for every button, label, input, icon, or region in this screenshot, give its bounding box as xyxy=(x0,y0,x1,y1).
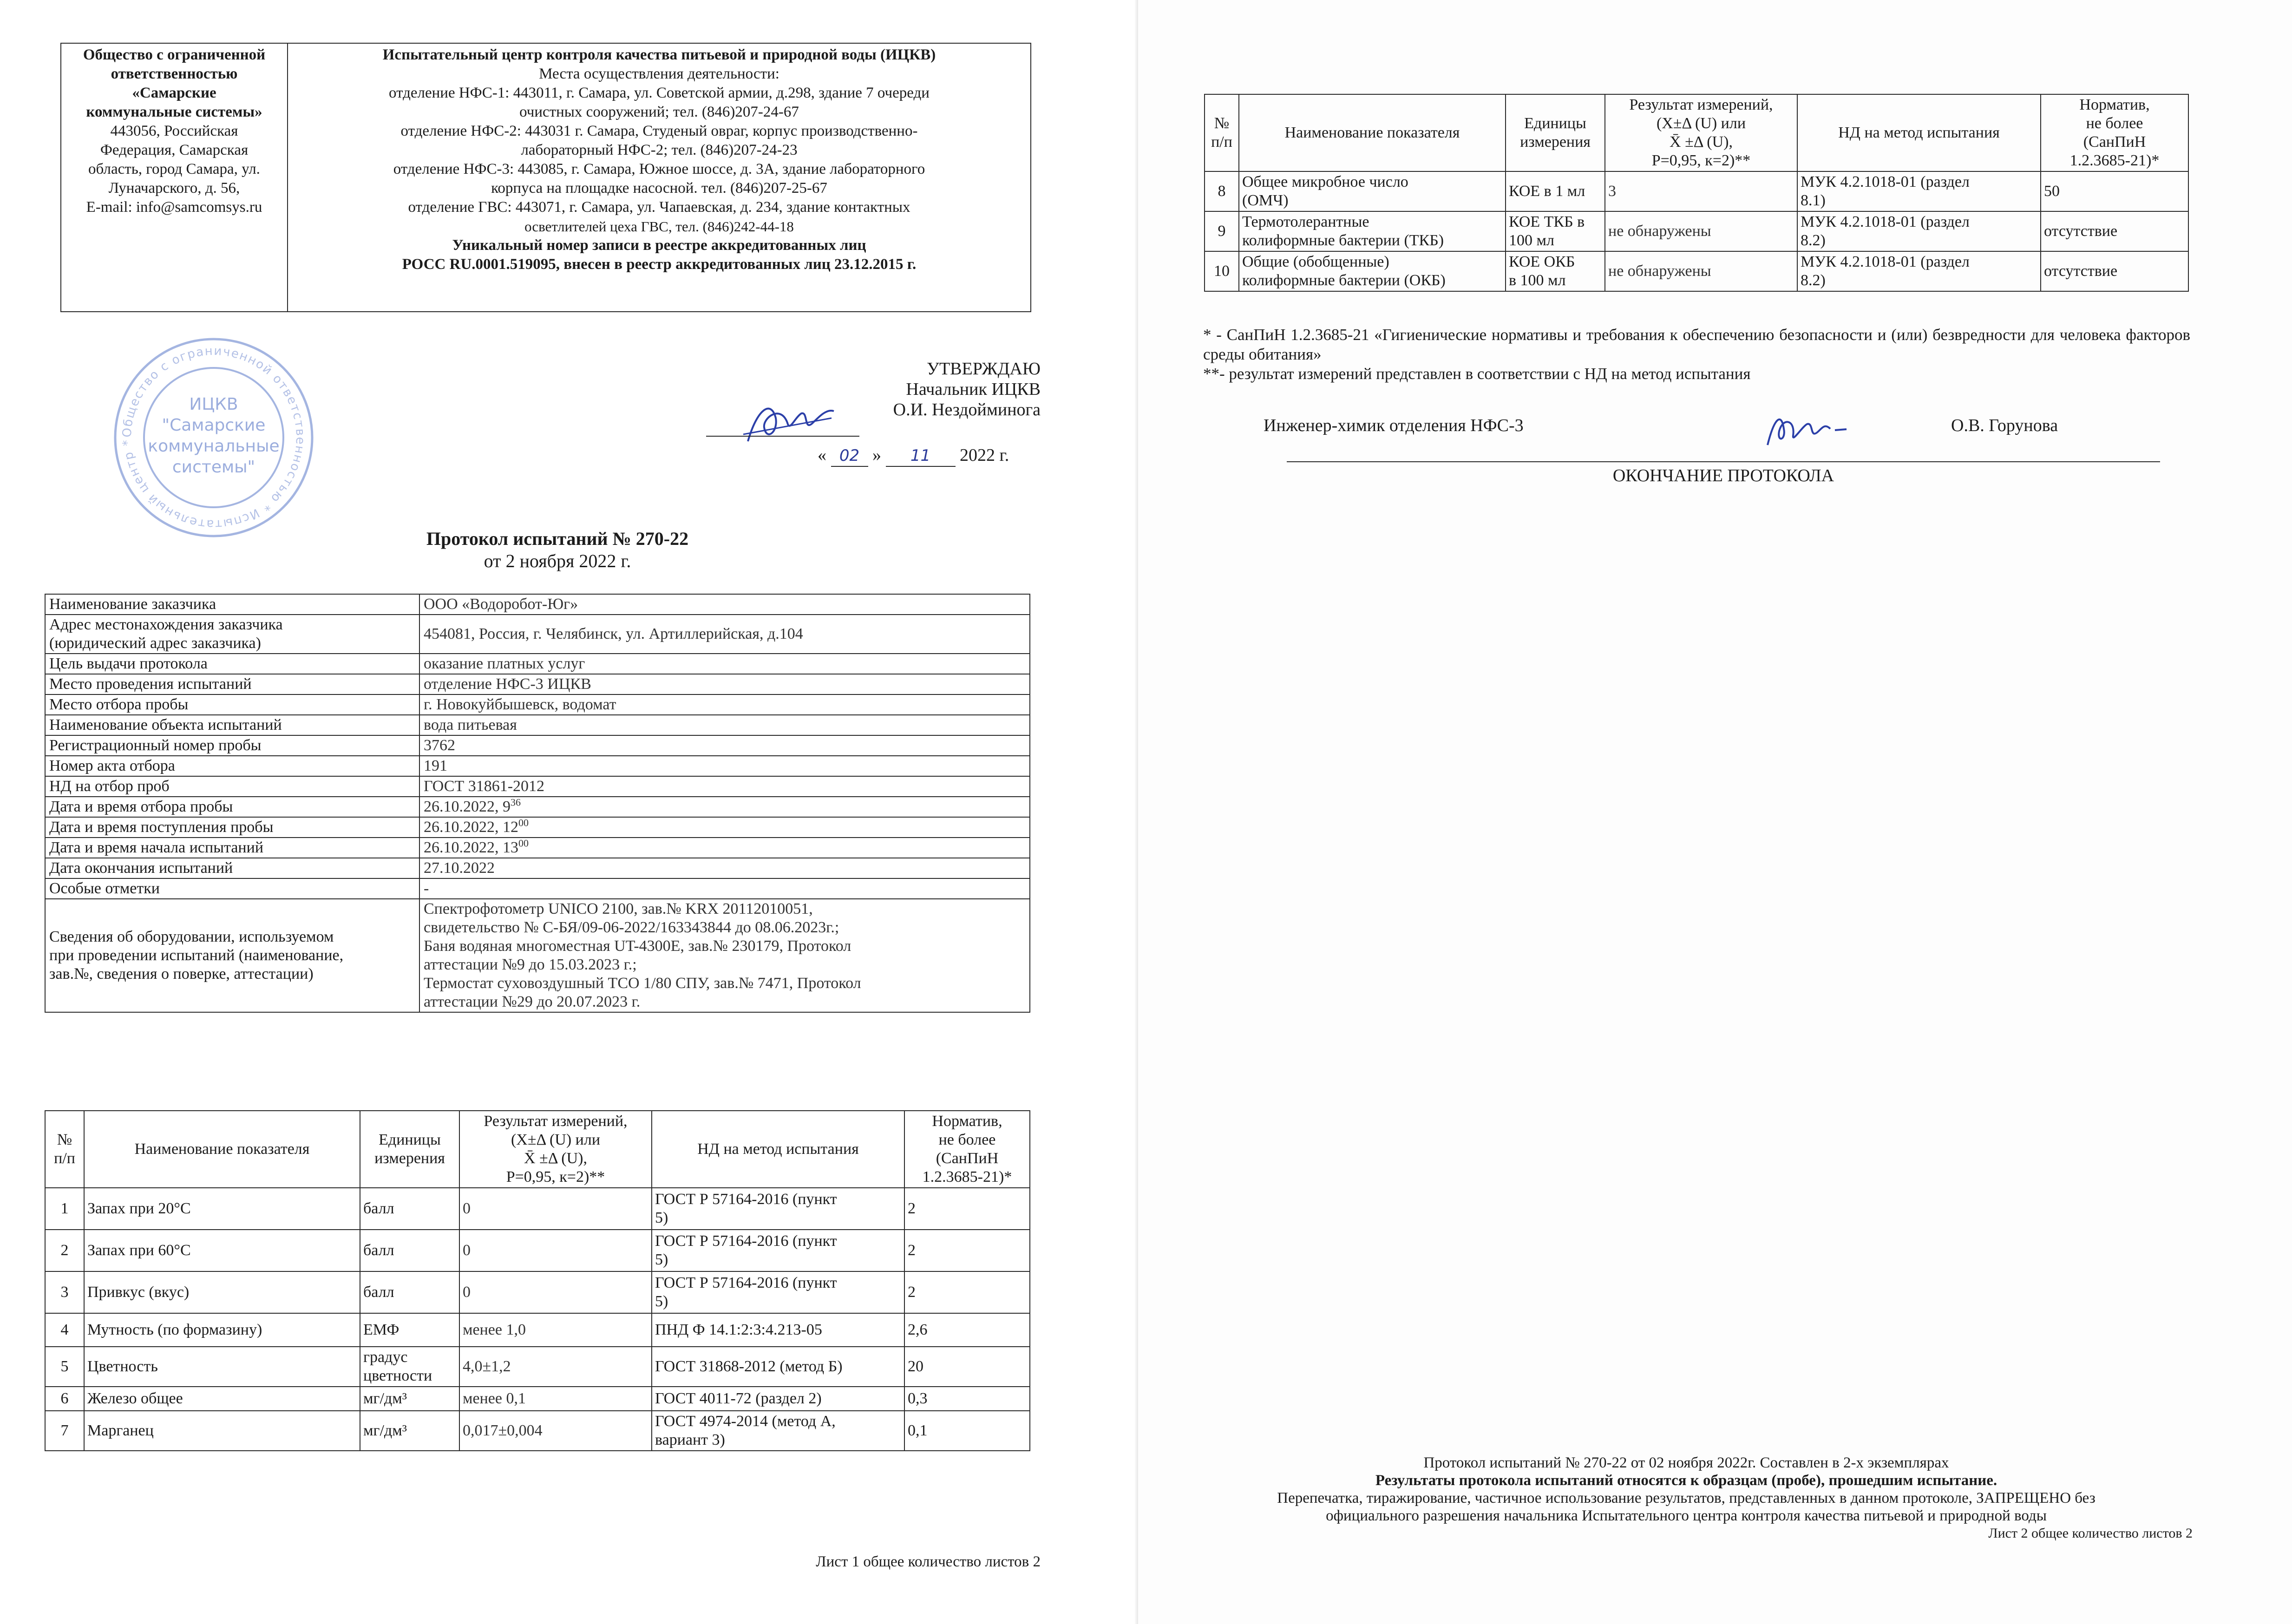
result-method: ГОСТ Р 57164-2016 (пункт 5) xyxy=(652,1188,904,1230)
result-norm: 20 xyxy=(904,1347,1030,1387)
branch-line: отделение НФС-1: 443011, г. Самара, ул. Советской армии, д.298, здание 7 очереди xyxy=(389,85,930,101)
org-address-line: 443056, Российская xyxy=(110,123,238,139)
result-value: 0 xyxy=(459,1230,652,1271)
org-name-line: коммунальные системы» xyxy=(86,104,262,120)
stamp-text: коммунальные xyxy=(148,437,280,456)
organization-stamp xyxy=(111,335,316,540)
result-method: ГОСТ Р 57164-2016 (пункт 5) xyxy=(652,1230,904,1271)
info-value-minutes: 00 xyxy=(518,817,529,829)
info-value-text: 26.10.2022, 12 xyxy=(424,819,518,836)
info-value-text: оказание платных услуг xyxy=(424,655,585,672)
protocol-end: ОКОНЧАНИЕ ПРОТОКОЛА xyxy=(1612,466,1834,485)
result-value: 4,0±1,2 xyxy=(459,1347,652,1387)
info-value-text: 454081, Россия, г. Челябинск, ул. Артиллерийская, д.104 xyxy=(424,625,803,642)
result-value: не обнаружены xyxy=(1605,251,1797,291)
result-value: не обнаружены xyxy=(1605,211,1797,251)
info-row xyxy=(45,878,1030,899)
result-row xyxy=(45,1387,1030,1411)
col-unit: Единицы измерения xyxy=(1506,94,1605,171)
page-2 xyxy=(1138,0,2292,1624)
info-value xyxy=(419,654,1030,674)
branch-line: очистных сооружений; тел. (846)207-24-67 xyxy=(519,104,799,120)
results-header-row xyxy=(1205,94,2188,171)
info-value-text: ГОСТ 31861-2012 xyxy=(424,778,545,795)
result-norm: 2 xyxy=(904,1188,1030,1230)
col-method: НД на метод испытания xyxy=(1797,94,2041,171)
footer-copyright-line: Перепечатка, тиражирование, частичное использование результатов, представленных в данном протоколе, ЗАПРЕЩЕНО без xyxy=(1277,1490,2096,1506)
result-method: МУК 4.2.1018-01 (раздел 8.2) xyxy=(1797,251,2041,291)
info-row xyxy=(45,654,1030,674)
info-value xyxy=(419,674,1030,694)
info-value xyxy=(419,615,1030,654)
result-value: 0 xyxy=(459,1188,652,1230)
result-row xyxy=(45,1347,1030,1387)
result-indicator: Марганец xyxy=(84,1411,360,1451)
approval-date xyxy=(818,445,1009,467)
info-row xyxy=(45,899,1030,1012)
protocol-heading xyxy=(279,528,836,572)
info-value xyxy=(419,817,1030,838)
result-unit: КОЕ ТКБ в 100 мл xyxy=(1506,211,1605,251)
info-label: Особые отметки xyxy=(45,878,419,899)
result-value: 0 xyxy=(459,1271,652,1313)
result-method: МУК 4.2.1018-01 (раздел 8.2) xyxy=(1797,211,2041,251)
info-row xyxy=(45,858,1030,878)
info-value xyxy=(419,899,1030,1012)
page-2-footer xyxy=(1180,1454,2193,1542)
branch-line: корпуса на площадке насосной. тел. (846)207-25-67 xyxy=(491,180,827,196)
approval-position: Начальник ИЦКВ xyxy=(906,380,1041,399)
result-unit: КОЕ ОКБ в 100 мл xyxy=(1506,251,1605,291)
col-method: НД на метод испытания xyxy=(652,1111,904,1188)
engineer-signature xyxy=(1761,403,1853,454)
col-result: Результат измерений, (X±Δ (U) или X̄ ±Δ (U), P=0,95, к=2)** xyxy=(459,1111,652,1188)
approval-name: О.И. Нездойминога xyxy=(893,400,1041,419)
result-row xyxy=(45,1271,1030,1313)
result-method: ГОСТ 4974-2014 (метод А, вариант 3) xyxy=(652,1411,904,1451)
info-value xyxy=(419,694,1030,715)
result-number: 6 xyxy=(45,1387,84,1411)
info-value-text: вода питьевая xyxy=(424,716,517,733)
result-method: ГОСТ 31868-2012 (метод Б) xyxy=(652,1347,904,1387)
result-norm: 0,3 xyxy=(904,1387,1030,1411)
info-label: Адрес местонахождения заказчика (юридический адрес заказчика) xyxy=(45,615,419,654)
stamp-text: "Самарские xyxy=(162,416,266,435)
results-table-page-1 xyxy=(45,1110,1030,1451)
info-value-minutes: 36 xyxy=(511,796,521,808)
result-row xyxy=(1205,211,2188,251)
result-number: 2 xyxy=(45,1230,84,1271)
branch-line: лабораторный НФС-2; тел. (846)207-24-23 xyxy=(521,142,798,158)
info-value xyxy=(419,735,1030,756)
info-value-text: Спектрофотометр UNICO 2100, зав.№ KRX 20112010051, свидетельство № С-БЯ/09-06-2022/163343844 до 08.06.2023г.; Баня водяная многоместная UT-4300E, зав.№ 230179, Протокол аттестации №9 до 15.03.2023 г.; Термостат суховоздушный ТСО 1/80 СПУ, зав.№ 7471, Протокол аттестации №29 до 20.07.2023 г. xyxy=(424,900,861,1010)
info-row xyxy=(45,715,1030,735)
result-value: менее 0,1 xyxy=(459,1387,652,1411)
result-row xyxy=(45,1411,1030,1451)
result-method: ГОСТ Р 57164-2016 (пункт 5) xyxy=(652,1271,904,1313)
info-label: Дата окончания испытаний xyxy=(45,858,419,878)
sample-info-table xyxy=(45,594,1030,1013)
info-value xyxy=(419,878,1030,899)
info-label: Номер акта отбора xyxy=(45,756,419,776)
registry-value: РОСС RU.0001.519095, внесен в реестр аккредитованных лиц 23.12.2015 г. xyxy=(402,256,917,273)
result-indicator: Мутность (по формазину) xyxy=(84,1313,360,1347)
end-rule xyxy=(1287,461,2160,462)
page-1 xyxy=(0,0,1138,1624)
testing-center-cell xyxy=(288,43,1031,312)
col-indicator: Наименование показателя xyxy=(84,1111,360,1188)
result-row xyxy=(45,1313,1030,1347)
col-number: № п/п xyxy=(1205,94,1239,171)
branch-line: отделение ГВС: 443071, г. Самара, ул. Чапаевская, д. 234, здание контактных xyxy=(408,199,910,216)
result-number: 4 xyxy=(45,1313,84,1347)
col-indicator: Наименование показателя xyxy=(1239,94,1506,171)
info-value-text: - xyxy=(424,880,429,897)
info-value-text: г. Новокуйбышевск, водомат xyxy=(424,696,616,713)
info-row xyxy=(45,674,1030,694)
result-value: 3 xyxy=(1605,171,1797,211)
organization-header-table xyxy=(60,43,1031,312)
info-value-minutes: 00 xyxy=(518,837,529,849)
info-row xyxy=(45,756,1030,776)
col-norm: Норматив, не более (СанПиН 1.2.3685-21)* xyxy=(2041,94,2188,171)
info-row xyxy=(45,735,1030,756)
page-1-footer: Лист 1 общее количество листов 2 xyxy=(816,1553,1041,1570)
result-method: ГОСТ 4011-72 (раздел 2) xyxy=(652,1387,904,1411)
info-value xyxy=(419,715,1030,735)
result-method: МУК 4.2.1018-01 (раздел 8.1) xyxy=(1797,171,2041,211)
result-unit: балл xyxy=(360,1271,459,1313)
footnote-sanpin: * - СанПиН 1.2.3685-21 «Гигиенические нормативы и требования к обеспечению безопасности и (или) безвредности для человека факторов среды обитания» xyxy=(1203,326,2190,363)
info-row xyxy=(45,615,1030,654)
org-name-line: ответственностью xyxy=(111,65,238,82)
info-label: Дата и время отбора пробы xyxy=(45,797,419,817)
result-indicator: Общее микробное число (ОМЧ) xyxy=(1239,171,1506,211)
date-quote-open: « xyxy=(818,445,826,465)
signature-line xyxy=(706,436,859,437)
footer-copyright-line: официального разрешения начальника Испытательного центра контроля качества питьевой и природной воды xyxy=(1326,1507,2047,1524)
result-value: менее 1,0 xyxy=(459,1313,652,1347)
result-number: 1 xyxy=(45,1188,84,1230)
info-row xyxy=(45,594,1030,615)
info-row xyxy=(45,694,1030,715)
org-address-line: Луначарского, д. 56, xyxy=(108,180,240,196)
info-label: Наименование объекта испытаний xyxy=(45,715,419,735)
info-label: Сведения об оборудовании, используемом при проведении испытаний (наименование, зав.№, сведения о поверке, аттестации) xyxy=(45,899,419,1012)
result-unit: градус цветности xyxy=(360,1347,459,1387)
info-value xyxy=(419,594,1030,615)
info-value xyxy=(419,776,1030,797)
stamp-ring-text: Общество с ограниченной ответственностью * Испытательный центр * xyxy=(120,344,308,531)
footnote-measurement: **- результат измерений представлен в соответствии с НД на метод испытания xyxy=(1203,365,1751,383)
result-norm: отсутствие xyxy=(2041,251,2188,291)
info-value-text: 3762 xyxy=(424,737,455,754)
result-unit: балл xyxy=(360,1188,459,1230)
result-number: 8 xyxy=(1205,171,1239,211)
date-month: 11 xyxy=(886,445,956,467)
result-unit: мг/дм³ xyxy=(360,1387,459,1411)
footer-protocol-line: Протокол испытаний № 270-22 от 02 ноября 2022г. Составлен в 2-х экземплярах xyxy=(1423,1454,1949,1471)
result-number: 7 xyxy=(45,1411,84,1451)
info-label: Дата и время начала испытаний xyxy=(45,838,419,858)
col-result: Результат измерений, (X±Δ (U) или X̄ ±Δ (U), P=0,95, к=2)** xyxy=(1605,94,1797,171)
result-norm: 2,6 xyxy=(904,1313,1030,1347)
date-quote-close: » xyxy=(872,445,881,465)
result-norm: 0,1 xyxy=(904,1411,1030,1451)
result-number: 9 xyxy=(1205,211,1239,251)
result-norm: 50 xyxy=(2041,171,2188,211)
info-value-text: 27.10.2022 xyxy=(424,859,495,877)
info-value-text: 191 xyxy=(424,757,447,774)
org-name-line: «Самарские xyxy=(132,85,216,101)
info-label: Цель выдачи протокола xyxy=(45,654,419,674)
info-value xyxy=(419,756,1030,776)
protocol-date: от 2 ноября 2022 г. xyxy=(484,550,631,571)
info-row xyxy=(45,797,1030,817)
result-indicator: Цветность xyxy=(84,1347,360,1387)
footer-results-note: Результаты протокола испытаний относятся к образцам (пробе), прошедшим испытание. xyxy=(1375,1472,1997,1489)
result-number: 10 xyxy=(1205,251,1239,291)
date-day: 02 xyxy=(831,445,868,467)
engineer-position: Инженер-химик отделения НФС-3 xyxy=(1264,416,1524,435)
stamp-text: ИЦКВ xyxy=(189,395,238,414)
engineer-name: О.В. Горунова xyxy=(1951,416,2058,435)
info-value-text: ООО «Водоробот-Юг» xyxy=(424,596,578,613)
org-address-line: Федерация, Самарская xyxy=(100,142,249,158)
result-row xyxy=(45,1188,1030,1230)
footnotes xyxy=(1203,325,2190,384)
result-row xyxy=(1205,251,2188,291)
info-value xyxy=(419,797,1030,817)
result-indicator: Запах при 60°С xyxy=(84,1230,360,1271)
org-name-line: Общество с ограниченной xyxy=(83,46,266,63)
result-row xyxy=(1205,171,2188,211)
org-address-line: область, город Самара, ул. xyxy=(88,161,260,177)
info-row xyxy=(45,776,1030,797)
branch-line: осветлителей цеха ГВС, тел. (846)242-44-18 xyxy=(524,218,794,235)
result-norm: 2 xyxy=(904,1271,1030,1313)
result-unit: балл xyxy=(360,1230,459,1271)
page-2-count: Лист 2 общее количество листов 2 xyxy=(1988,1526,2193,1541)
result-row xyxy=(45,1230,1030,1271)
branch-line: отделение НФС-3: 443085, г. Самара, Южное шоссе, д. 3А, здание лабораторного xyxy=(393,161,925,177)
org-email: E-mail: info@samcomsys.ru xyxy=(86,199,262,216)
places-title: Места осуществления деятельности: xyxy=(539,65,779,82)
result-indicator: Термотолерантные колиформные бактерии (ТКБ) xyxy=(1239,211,1506,251)
info-label: Место проведения испытаний xyxy=(45,674,419,694)
info-value-text: отделение НФС-3 ИЦКВ xyxy=(424,675,591,693)
organization-cell xyxy=(61,43,288,312)
info-row xyxy=(45,817,1030,838)
info-value xyxy=(419,838,1030,858)
stamp-text: системы" xyxy=(172,458,255,477)
result-unit: ЕМФ xyxy=(360,1313,459,1347)
col-norm: Норматив, не более (СанПиН 1.2.3685-21)* xyxy=(904,1111,1030,1188)
info-label: НД на отбор проб xyxy=(45,776,419,797)
result-indicator: Запах при 20°С xyxy=(84,1188,360,1230)
results-header-row xyxy=(45,1111,1030,1188)
result-number: 3 xyxy=(45,1271,84,1313)
info-value-text: 26.10.2022, 9 xyxy=(424,798,511,815)
result-norm: 2 xyxy=(904,1230,1030,1271)
approval-title: УТВЕРЖДАЮ xyxy=(927,359,1041,379)
info-value xyxy=(419,858,1030,878)
result-indicator: Железо общее xyxy=(84,1387,360,1411)
result-unit: КОЕ в 1 мл xyxy=(1506,171,1605,211)
result-value: 0,017±0,004 xyxy=(459,1411,652,1451)
result-indicator: Привкус (вкус) xyxy=(84,1271,360,1313)
branch-line: отделение НФС-2: 443031 г. Самара, Студеный овраг, корпус производственно- xyxy=(400,123,918,139)
result-indicator: Общие (обобщенные) колиформные бактерии (ОКБ) xyxy=(1239,251,1506,291)
info-label: Место отбора пробы xyxy=(45,694,419,715)
result-norm: отсутствие xyxy=(2041,211,2188,251)
info-label: Регистрационный номер пробы xyxy=(45,735,419,756)
protocol-title: Протокол испытаний № 270-22 xyxy=(426,528,689,549)
info-label: Дата и время поступления пробы xyxy=(45,817,419,838)
info-label: Наименование заказчика xyxy=(45,594,419,615)
info-row xyxy=(45,838,1030,858)
result-unit: мг/дм³ xyxy=(360,1411,459,1451)
col-unit: Единицы измерения xyxy=(360,1111,459,1188)
result-number: 5 xyxy=(45,1347,84,1387)
info-value-text: 26.10.2022, 13 xyxy=(424,839,518,856)
registry-title: Уникальный номер записи в реестре аккредитованных лиц xyxy=(452,237,866,254)
col-number: № п/п xyxy=(45,1111,84,1188)
date-year: 2022 г. xyxy=(960,445,1009,465)
center-title: Испытательный центр контроля качества питьевой и природной воды (ИЦКВ) xyxy=(382,46,936,63)
result-method: ПНД Ф 14.1:2:3:4.213-05 xyxy=(652,1313,904,1347)
results-table-page-2 xyxy=(1204,94,2189,292)
